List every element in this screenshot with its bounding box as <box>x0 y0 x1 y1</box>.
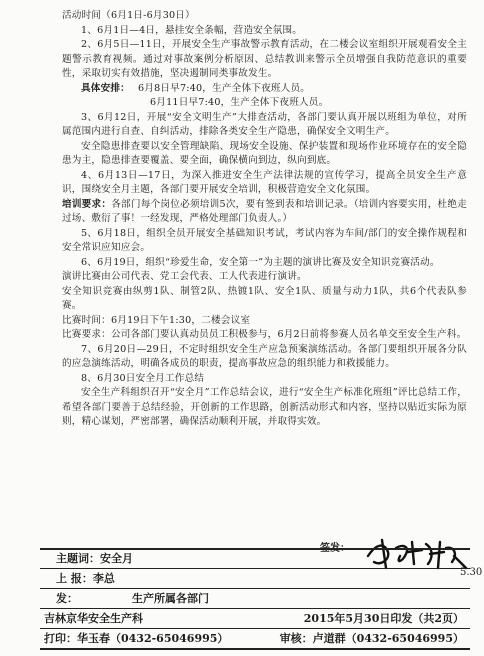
sign-date: 5.30 <box>460 567 483 578</box>
training-label: 培训要求： <box>62 198 112 210</box>
footer-rule-1 <box>40 568 470 569</box>
item-2: 2、6月5日—11日，开展安全生产事故警示教育活动，在二楼会议室组织开展观看安全主题警示教育视频。通过对事故案例分析原因、总结教训来警示全员增强自我防范意识的重要性，采取切实有效措施，坚决遏制同类事故发生。 <box>62 39 467 79</box>
issue-row <box>40 590 470 608</box>
item-8-body: 安全生产科组织召开“安全月”工作总结会议，进行“安全生产标准化班组”评比总结工作，希望各部门要善于总结经验，开创新的工作思路，创新活动形式和内容，坚持以贴近实际为原则，精心谋划，严密部署，确保活动顺利开展，并取得实效。 <box>62 387 467 427</box>
typist: 打印：华玉春（0432-65046995） <box>44 632 229 645</box>
item-6-speech: 演讲比赛由公司代表、党工会代表、工人代表进行演讲。 <box>62 271 307 282</box>
footer-rule-4 <box>40 628 470 629</box>
item-1: 1、6月1日—4日，悬挂安全条幅，营造安全氛围。 <box>81 24 303 36</box>
arrangement-line-1 <box>62 82 467 97</box>
keywords-row <box>40 550 470 568</box>
print-date: 2015年5月30日印发（共2页） <box>303 612 464 625</box>
arrangement-2: 6月11日早7:40，生产全体下夜班人员。 <box>150 97 329 108</box>
sign-label: 签发： <box>320 543 350 554</box>
reviewer: 审核：卢道群（0432-65046995） <box>279 632 464 645</box>
staff-row <box>40 630 470 648</box>
issue-value: 生产所属各部门 <box>132 592 209 605</box>
item-7: 7、6月20日—29日，不定时组织安全生产应急预案演练活动。各部门要组织开展各分队的应急演练活动，明确各成员的职责，提高事故应急的组织能力和救援能力。 <box>62 343 467 369</box>
footer-rule-bottom <box>40 648 470 650</box>
item-3-body: 安全隐患排查要以安全管理缺陷、现场安全设施、保护装置和现场作业环境存在的安全隐患为主，隐患排查要覆盖、要全面，确保横向到边，纵向到底。 <box>62 140 467 166</box>
item-3: 3、6月12日，开展“安全文明生产”大排查活动，各部门要认真开展以班组为单位，对所属范围内进行自查、自纠活动，排除各类安全生产隐患，确保安全文明生产。 <box>62 111 467 137</box>
dept-row <box>40 610 470 628</box>
item-4: 4、6月13日—17日，为深入推进安全生产法律法规的宣传学习，提高全员安全生产意识，围绕安全月主题，各部门要开展安全培训，积极营造安全文化氛围。 <box>62 169 467 195</box>
issue-label: 发： <box>56 592 78 605</box>
department: 吉林京华安全生产科 <box>44 612 143 625</box>
notice-body <box>62 9 467 430</box>
item-5: 5、6月18日，组织全员开展安全基础知识考试，考试内容为车间/部门的安全操作规程和安全常识应知应会。 <box>62 227 467 253</box>
item-6-quiz: 安全知识竞赛由纵剪1队、制管2队、热镀1队、安全1队、质量与动力1队，共6个代表队参赛。 <box>62 285 467 311</box>
item-6-requirement: 比赛要求：公司各部门要认真动员员工积极参与，6月2日前将参赛人员名单交至安全生产科。 <box>62 329 467 340</box>
activity-heading: 活动时间（6月1日-6月30日） <box>62 10 195 21</box>
footer-rule-3 <box>40 608 470 609</box>
item-6-time: 比赛时间：6月19日下午1:30，二楼会议室 <box>62 314 251 326</box>
keywords: 主题词：安全月 <box>56 552 133 565</box>
item-8: 8、6月30日安全月工作总结 <box>81 372 205 384</box>
item-4-training <box>62 198 467 227</box>
item-6: 6、6月19日，组织“珍爱生命，安全第一”为主题的演讲比赛及安全知识竞赛活动。 <box>81 256 440 268</box>
training-text: 各部门每个岗位必须培训5次，要有签到表和培训记录。（培训内容要实用，杜绝走过场、敷衍了事！一经发现，严格处理部门负责人。） <box>62 198 468 224</box>
arrangement-1: 6月8日早7:40，生产全体下夜班人员。 <box>137 82 311 94</box>
report-to: 上 报：李总 <box>56 572 115 585</box>
arrangement-label: 具体安排： <box>81 82 130 94</box>
footer-rule-2 <box>40 588 470 589</box>
report-row <box>40 570 470 588</box>
arrangement-line-2 <box>62 96 467 111</box>
